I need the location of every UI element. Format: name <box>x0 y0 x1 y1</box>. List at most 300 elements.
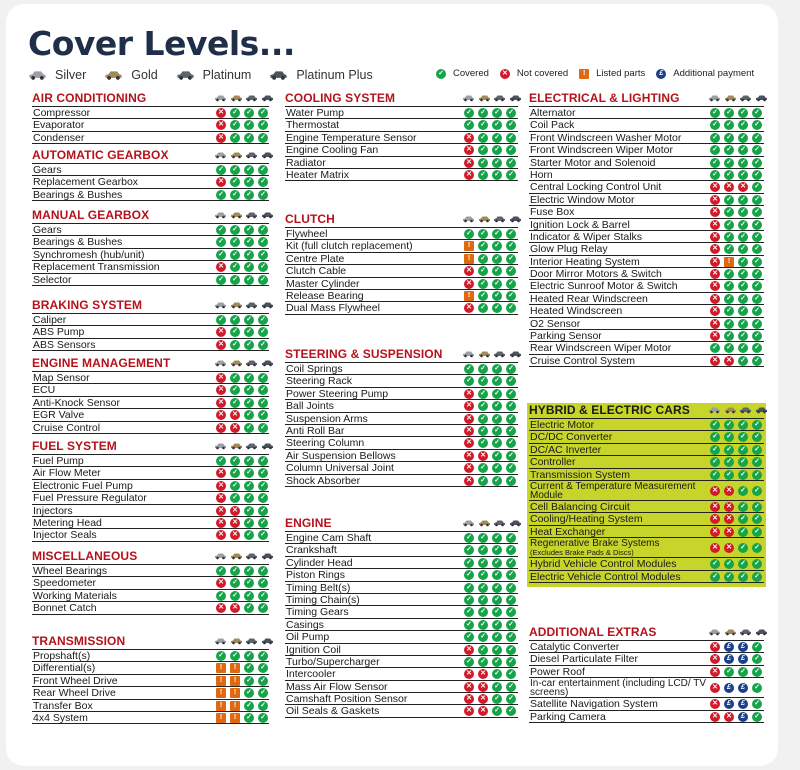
row-label-text: EGR Valve <box>33 409 85 422</box>
section-manual-gearbox <box>32 208 269 286</box>
covered-icon: ✓ <box>244 701 254 711</box>
covered-icon: ✓ <box>710 420 720 430</box>
row-label-text: Timing Belt(s) <box>286 581 351 594</box>
car-icon <box>755 94 768 102</box>
table-row <box>529 293 764 305</box>
car-icon <box>176 69 195 81</box>
additional-payment-icon: £ <box>724 654 734 664</box>
covered-icon: ✓ <box>478 533 488 543</box>
not-covered-icon: ✕ <box>710 667 720 677</box>
covered-icon: ✓ <box>752 319 762 329</box>
row-label-text: Casings <box>286 618 324 631</box>
row-label <box>33 164 213 176</box>
covered-icon: ✓ <box>506 108 516 118</box>
car-icon <box>478 215 491 223</box>
covered-icon: ✓ <box>738 514 748 524</box>
section-header <box>285 212 518 228</box>
row-label-text: Engine Cam Shaft <box>286 532 372 544</box>
covered-icon: ✓ <box>724 559 734 569</box>
section-header <box>32 356 269 372</box>
covered-icon: ✓ <box>258 688 268 698</box>
car-icon <box>245 211 258 219</box>
page-title: Cover Levels... <box>28 24 295 63</box>
row-label <box>286 569 461 581</box>
covered-icon: ✓ <box>492 476 502 486</box>
not-covered-icon: ✕ <box>724 514 734 524</box>
car-icon <box>478 519 491 527</box>
cover-marks <box>710 158 766 168</box>
covered-icon: ✓ <box>738 559 748 569</box>
table-row <box>285 544 518 556</box>
row-label <box>530 419 707 431</box>
car-icon <box>462 215 475 223</box>
table-row <box>529 119 764 131</box>
cover-marks <box>464 595 520 605</box>
section-title: COOLING SYSTEM <box>285 91 396 105</box>
cover-marks <box>710 257 766 267</box>
table-row <box>529 571 764 583</box>
row-label <box>530 330 707 342</box>
cover-marks <box>464 438 520 448</box>
row-label-text: Interior Heating System <box>530 255 640 268</box>
cover-marks <box>464 694 520 704</box>
covered-icon: ✓ <box>506 607 516 617</box>
covered-icon: ✓ <box>230 262 240 272</box>
covered-icon: ✓ <box>258 423 268 433</box>
covered-icon: ✓ <box>464 607 474 617</box>
row-label-text: In-car entertainment (including LCD/ TV screens) <box>530 678 707 699</box>
covered-icon: ✓ <box>724 667 734 677</box>
covered-icon: ✓ <box>752 654 762 664</box>
cover-marks <box>216 373 272 383</box>
car-icon <box>478 350 491 358</box>
covered-icon: ✓ <box>244 262 254 272</box>
covered-icon: ✓ <box>258 530 268 540</box>
row-label <box>286 582 461 594</box>
legend-item <box>579 68 645 79</box>
row-label-text: Front Windscreen Wiper Motor <box>530 144 673 157</box>
tier-platinum-plus <box>269 68 372 82</box>
row-label <box>530 231 707 243</box>
not-covered-icon: ✕ <box>216 108 226 118</box>
additional-payment-icon: £ <box>738 699 748 709</box>
not-covered-icon: ✕ <box>710 683 720 693</box>
row-label <box>286 631 461 643</box>
covered-icon: ✓ <box>752 457 762 467</box>
table-row <box>285 132 518 144</box>
covered-icon: ✓ <box>216 651 226 661</box>
row-label <box>530 107 707 119</box>
row-label <box>33 372 213 384</box>
covered-icon: ✓ <box>506 254 516 264</box>
covered-icon: ✓ <box>738 502 748 512</box>
legend-label: Listed parts <box>596 68 646 79</box>
covered-icon: ✓ <box>478 595 488 605</box>
row-label-text: Horn <box>530 168 553 181</box>
row-label <box>33 602 213 614</box>
car-icon <box>739 94 752 102</box>
covered-icon: ✓ <box>738 319 748 329</box>
covered-icon: ✓ <box>216 190 226 200</box>
covered-icon: ✓ <box>258 108 268 118</box>
listed-parts-icon: ! <box>216 688 226 698</box>
row-label <box>33 176 213 188</box>
row-label <box>286 705 461 717</box>
table-row <box>32 119 269 131</box>
section-title: ENGINE MANAGEMENT <box>32 356 171 370</box>
row-label <box>530 318 707 330</box>
covered-icon: ✓ <box>258 398 268 408</box>
table-row <box>32 467 269 479</box>
not-covered-icon: ✕ <box>216 327 226 337</box>
covered-icon: ✓ <box>492 120 502 130</box>
covered-icon: ✓ <box>244 506 254 516</box>
covered-icon: ✓ <box>258 385 268 395</box>
listed-parts-icon: ! <box>230 688 240 698</box>
cover-marks <box>216 651 272 661</box>
table-row <box>32 590 269 602</box>
row-label <box>530 144 707 156</box>
covered-icon: ✓ <box>710 572 720 582</box>
cover-marks <box>710 281 766 291</box>
row-label <box>530 482 707 500</box>
row-label-text: Hybrid Vehicle Control Modules <box>530 558 677 571</box>
table-row <box>32 480 269 492</box>
covered-icon: ✓ <box>710 120 720 130</box>
covered-icon: ✓ <box>724 294 734 304</box>
not-covered-icon: ✕ <box>216 385 226 395</box>
row-label <box>286 606 461 618</box>
covered-icon: ✓ <box>244 493 254 503</box>
tier-gold <box>104 68 157 82</box>
covered-icon: ✓ <box>752 683 762 693</box>
not-covered-icon: ✕ <box>216 530 226 540</box>
covered-icon: ✓ <box>492 533 502 543</box>
covered-icon: ✓ <box>492 266 502 276</box>
cover-marks <box>710 182 766 192</box>
cover-marks <box>464 463 520 473</box>
covered-icon: ✓ <box>710 457 720 467</box>
table-row <box>285 532 518 544</box>
table-row <box>529 219 764 231</box>
section-automatic-gearbox <box>32 148 269 201</box>
row-label <box>530 526 707 538</box>
covered-icon: ✓ <box>258 410 268 420</box>
cover-marks <box>216 165 272 175</box>
covered-icon: ✓ <box>506 632 516 642</box>
covered-icon: ✓ <box>506 682 516 692</box>
covered-icon: ✓ <box>752 559 762 569</box>
covered-icon: ✓ <box>506 279 516 289</box>
row-label <box>33 565 213 577</box>
car-icon <box>214 637 227 645</box>
covered-icon: ✓ <box>478 414 488 424</box>
covered-icon: ✓ <box>752 182 762 192</box>
not-covered-icon: ✕ <box>710 207 720 217</box>
car-icon <box>724 628 737 636</box>
covered-icon: ✓ <box>244 177 254 187</box>
row-label-text: Glow Plug Relay <box>530 243 608 256</box>
cover-marks <box>464 426 520 436</box>
cover-marks <box>464 170 520 180</box>
not-covered-icon: ✕ <box>710 195 720 205</box>
table-row <box>32 132 269 144</box>
section-cooling-system <box>285 91 518 181</box>
not-covered-icon: ✕ <box>230 423 240 433</box>
covered-icon: ✓ <box>492 158 502 168</box>
car-icon <box>245 359 258 367</box>
table-row <box>529 355 764 367</box>
cover-marks <box>710 195 766 205</box>
cover-marks <box>464 120 520 130</box>
row-label-text: Bearings & Bushes <box>33 236 123 249</box>
row-label <box>530 342 707 354</box>
covered-icon: ✓ <box>752 667 762 677</box>
covered-icon: ✓ <box>464 376 474 386</box>
table-row <box>529 231 764 243</box>
row-label-text: Fuel Pump <box>33 455 84 467</box>
cover-marks <box>710 559 766 569</box>
covered-icon: ✓ <box>230 133 240 143</box>
covered-icon: ✓ <box>752 133 762 143</box>
table-row <box>32 675 269 687</box>
covered-icon: ✓ <box>478 620 488 630</box>
car-icon <box>230 301 243 309</box>
row-label-text: Bonnet Catch <box>33 602 97 615</box>
section-title: TRANSMISSION <box>32 634 126 648</box>
listed-parts-icon: ! <box>230 713 240 723</box>
table-row <box>32 517 269 529</box>
table-row <box>32 189 269 201</box>
row-label <box>33 249 213 261</box>
row-label-text: DC/AC Inverter <box>530 443 602 456</box>
row-label <box>530 558 707 570</box>
covered-icon: ✓ <box>710 170 720 180</box>
table-row <box>285 144 518 156</box>
covered-icon: ✓ <box>738 294 748 304</box>
covered-icon: ✓ <box>492 170 502 180</box>
covered-icon: ✓ <box>710 445 720 455</box>
covered-icon: ✓ <box>724 306 734 316</box>
cover-marks <box>216 190 272 200</box>
covered-icon: ✓ <box>738 306 748 316</box>
row-label-text: Anti Roll Bar <box>286 424 345 437</box>
covered-icon: ✓ <box>478 254 488 264</box>
listed-parts-icon: ! <box>230 701 240 711</box>
not-covered-icon: ✕ <box>738 182 748 192</box>
cover-marks <box>710 269 766 279</box>
cover-marks <box>710 294 766 304</box>
covered-icon: ✓ <box>244 165 254 175</box>
covered-icon: ✓ <box>506 694 516 704</box>
not-covered-icon: ✕ <box>216 578 226 588</box>
covered-icon: ✓ <box>478 108 488 118</box>
covered-icon: ✓ <box>506 426 516 436</box>
row-label <box>530 157 707 169</box>
row-label-text: ECU <box>33 384 56 397</box>
table-row <box>285 557 518 569</box>
not-covered-icon: ✕ <box>464 669 474 679</box>
covered-icon: ✓ <box>492 657 502 667</box>
row-label <box>33 662 213 674</box>
covered-icon: ✓ <box>752 257 762 267</box>
row-label <box>33 467 213 479</box>
row-label-text: Radiator <box>286 156 326 169</box>
covered-icon: ✓ <box>752 420 762 430</box>
table-row <box>32 274 269 286</box>
covered-icon: ✓ <box>478 401 488 411</box>
car-icon <box>230 211 243 219</box>
cover-marks <box>464 682 520 692</box>
table-row <box>285 375 518 387</box>
table-row <box>529 169 764 181</box>
table-row <box>285 169 518 181</box>
covered-icon: ✓ <box>506 401 516 411</box>
additional-payment-icon: £ <box>724 683 734 693</box>
covered-icon: ✓ <box>724 133 734 143</box>
not-covered-icon: ✕ <box>724 356 734 366</box>
cover-marks <box>216 250 272 260</box>
covered-icon: ✓ <box>724 445 734 455</box>
row-label-text: Metering Head <box>33 516 102 529</box>
covered-icon: ✓ <box>244 340 254 350</box>
section-electrical-and-lighting <box>529 91 764 367</box>
section-title: STEERING & SUSPENSION <box>285 347 443 361</box>
covered-icon: ✓ <box>478 476 488 486</box>
row-label <box>530 679 707 697</box>
row-note: (Excludes Brake Pads & Discs) <box>530 548 634 558</box>
cover-marks <box>710 514 766 524</box>
covered-icon: ✓ <box>258 676 268 686</box>
covered-icon: ✓ <box>724 195 734 205</box>
section-title: FUEL SYSTEM <box>32 439 117 453</box>
table-row <box>529 641 764 653</box>
covered-icon: ✓ <box>724 145 734 155</box>
covered-icon: ✓ <box>506 158 516 168</box>
not-covered-icon: ✕ <box>216 133 226 143</box>
row-label-text: Heat Exchanger <box>530 525 606 538</box>
row-label-text: Timing Chain(s) <box>286 593 360 606</box>
row-label <box>286 144 461 156</box>
not-covered-icon: ✕ <box>216 493 226 503</box>
covered-icon: ✓ <box>710 158 720 168</box>
cover-marks <box>464 632 520 642</box>
row-label-text: Coil Springs <box>286 363 343 375</box>
not-covered-icon: ✕ <box>230 530 240 540</box>
row-label-text: Rear Windscreen Wiper Motor <box>530 342 672 355</box>
covered-icon: ✓ <box>738 244 748 254</box>
row-label <box>33 261 213 273</box>
car-icon <box>28 69 47 81</box>
cover-marks <box>216 688 272 698</box>
covered-icon: ✓ <box>738 572 748 582</box>
not-covered-icon: ✕ <box>216 506 226 516</box>
cover-marks <box>464 254 520 264</box>
covered-icon: ✓ <box>244 315 254 325</box>
table-row <box>529 711 764 723</box>
additional-payment-icon: £ <box>738 642 748 652</box>
car-icon <box>245 552 258 560</box>
covered-icon: ✓ <box>710 145 720 155</box>
covered-icon: ✓ <box>752 281 762 291</box>
row-label <box>530 243 707 255</box>
row-label-text: Transmission System <box>530 468 630 481</box>
row-label <box>530 194 707 206</box>
covered-icon: ✓ <box>752 170 762 180</box>
row-label <box>530 653 707 665</box>
covered-icon: ✓ <box>244 225 254 235</box>
covered-icon: ✓ <box>724 120 734 130</box>
cover-marks <box>464 414 520 424</box>
table-row <box>32 224 269 236</box>
table-row <box>285 656 518 668</box>
car-icon <box>261 301 274 309</box>
cover-marks <box>216 493 272 503</box>
covered-icon: ✓ <box>506 570 516 580</box>
row-label-text: Heated Windscreen <box>530 305 623 318</box>
row-label <box>33 687 213 699</box>
covered-icon: ✓ <box>724 207 734 217</box>
row-label-text: Camshaft Position Sensor <box>286 693 408 706</box>
covered-icon: ✓ <box>752 432 762 442</box>
car-icon <box>261 94 274 102</box>
cover-marks <box>216 327 272 337</box>
covered-icon: ✓ <box>506 303 516 313</box>
cover-marks <box>710 120 766 130</box>
table-row <box>32 164 269 176</box>
row-label-text: Ignition Lock & Barrel <box>530 218 630 231</box>
row-label <box>33 455 213 467</box>
table-row <box>285 388 518 400</box>
cover-marks <box>710 543 766 553</box>
row-label <box>33 236 213 248</box>
covered-icon: ✓ <box>216 237 226 247</box>
row-label-text: Dual Mass Flywheel <box>286 302 380 315</box>
table-row <box>285 450 518 462</box>
table-row <box>32 326 269 338</box>
covered-icon: ✓ <box>492 426 502 436</box>
cover-marks <box>216 530 272 540</box>
covered-icon: ✓ <box>492 645 502 655</box>
covered-icon: ✓ <box>506 706 516 716</box>
row-label-text: Oil Pump <box>286 631 330 644</box>
cover-marks <box>216 701 272 711</box>
table-row <box>529 501 764 513</box>
car-icon <box>214 552 227 560</box>
section-fuel-system <box>32 439 269 542</box>
covered-icon: ✓ <box>492 451 502 461</box>
legend-label: Covered <box>453 68 489 79</box>
not-covered-icon: ✕ <box>216 398 226 408</box>
covered-icon: ✓ <box>244 410 254 420</box>
car-icon <box>230 151 243 159</box>
table-row <box>32 409 269 421</box>
not-covered-icon: ✕ <box>710 244 720 254</box>
table-row <box>32 529 269 541</box>
table-row <box>529 469 764 481</box>
tier-key <box>28 68 391 82</box>
covered-icon: ✓ <box>724 331 734 341</box>
cover-marks <box>464 583 520 593</box>
row-label <box>530 219 707 231</box>
covered-icon: ✓ <box>492 607 502 617</box>
table-row <box>529 206 764 218</box>
table-row <box>32 505 269 517</box>
covered-icon: ✓ <box>492 108 502 118</box>
row-label <box>33 505 213 517</box>
not-covered-icon: ✕ <box>724 486 734 496</box>
tier-silver <box>28 68 86 82</box>
